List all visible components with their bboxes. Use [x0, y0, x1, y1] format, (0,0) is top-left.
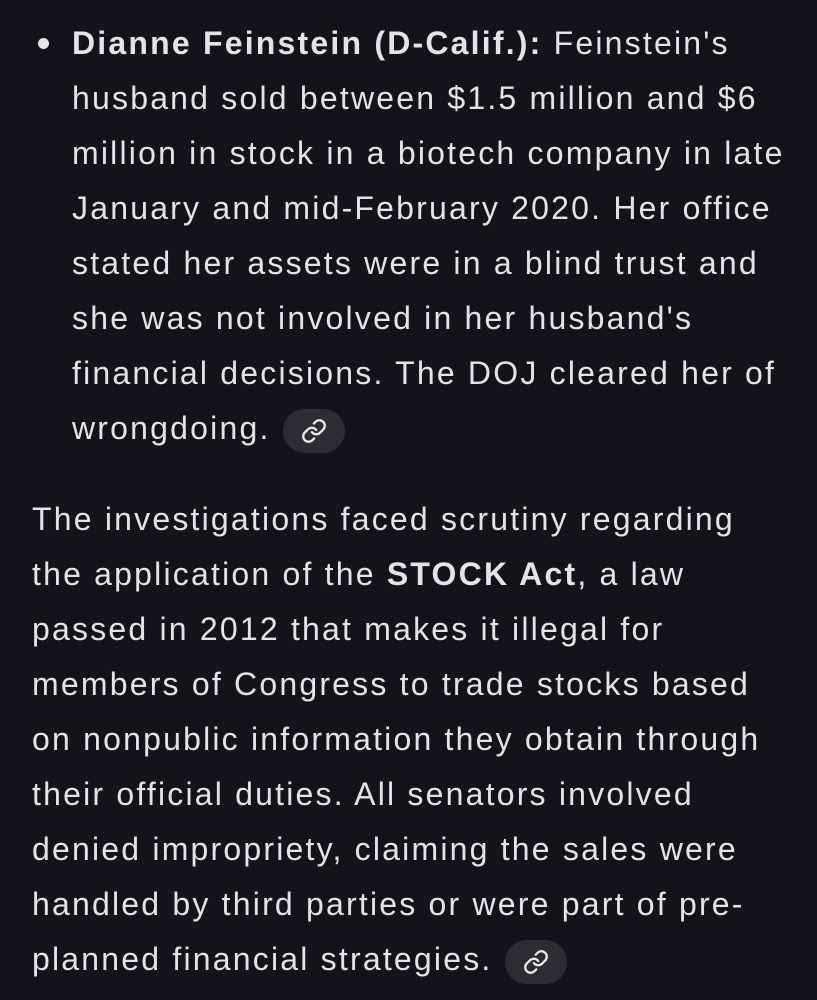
- bullet-list: [0, 16, 817, 456]
- paragraph-text-after: , a law passed in 2012 that makes it illegal for members of Congress to trade stocks based on nonpublic information they obtain through their official duties. All senators involved denied impropriety, claiming the sales were handled by third parties or were part of pre-planned financial strategies.: [32, 556, 761, 977]
- stock-act-paragraph: [32, 492, 772, 987]
- source-link-chip[interactable]: [283, 409, 345, 453]
- paragraph-text-before: The investigations faced scrutiny regarding the application of the: [32, 501, 735, 592]
- senator-name-bold: Dianne Feinstein (D-Calif.):: [72, 25, 543, 61]
- link-icon: [301, 418, 327, 444]
- link-icon: [523, 949, 549, 975]
- bullet-text: Feinstein's husband sold between $1.5 million and $6 million in stock in a biotech company in late January and mid-February 2020. Her office stated her assets were in a blind trust and she was not involved in her husband's financial decisions. The DOJ cleared her of wrongdoing.: [72, 25, 785, 446]
- stock-act-bold: STOCK Act: [386, 556, 578, 592]
- source-link-chip[interactable]: [505, 940, 567, 984]
- bullet-marker: [38, 38, 49, 49]
- list-item: [72, 16, 790, 456]
